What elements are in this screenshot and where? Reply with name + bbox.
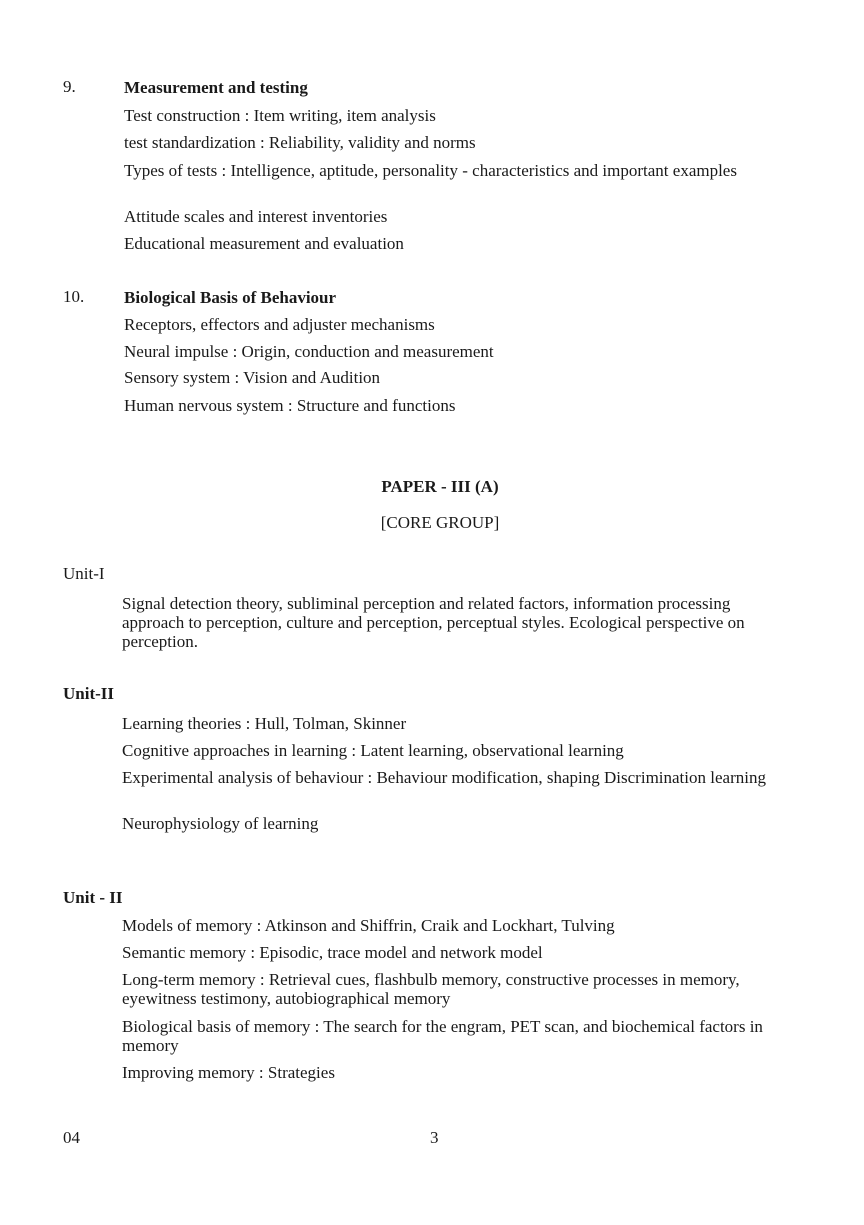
section-9-number: 9. — [63, 77, 76, 96]
unit-3-item: Models of memory : Atkinson and Shiffrin, Craik and Lockhart, Tulving — [122, 916, 615, 935]
unit-3-item: Improving memory : Strategies — [122, 1063, 335, 1082]
footer-code: 04 — [63, 1128, 80, 1147]
section-9-item: Types of tests : Intelligence, aptitude, personality - characteristics and important examples — [124, 161, 737, 180]
section-9-title: Measurement and testing — [124, 78, 308, 97]
unit-2-label: Unit-II — [63, 684, 115, 703]
unit-2-item: Learning theories : Hull, Tolman, Skinner — [122, 714, 407, 733]
unit-1-text: Signal detection theory, subliminal perception and related factors, information processing approach to perception, culture and perception, perceptual styles. Ecological perspective on perception. — [122, 594, 745, 651]
section-9-item: Test construction : Item writing, item analysis — [124, 106, 436, 125]
unit-3-label: Unit - II — [63, 888, 123, 907]
section-10-item: Receptors, effectors and adjuster mechanisms — [124, 315, 435, 334]
paper-subtitle: [CORE GROUP] — [380, 513, 500, 532]
section-10-item: Human nervous system : Structure and functions — [124, 396, 456, 415]
paper-title: PAPER - III (A) — [381, 477, 499, 496]
unit-3-item: Long-term memory : Retrieval cues, flashbulb memory, constructive processes in memory, eyewitness testimony, autobiographical memory — [122, 970, 740, 1008]
section-9-item: Educational measurement and evaluation — [124, 234, 404, 253]
unit-1-label: Unit-I — [63, 564, 105, 583]
unit-2-item: Experimental analysis of behaviour : Behaviour modification, shaping Discrimination learning — [122, 768, 766, 787]
unit-3-item: Semantic memory : Episodic, trace model and network model — [122, 943, 543, 962]
page-number: 3 — [430, 1128, 439, 1147]
section-10-item: Sensory system : Vision and Audition — [124, 368, 381, 387]
section-10-item: Neural impulse : Origin, conduction and measurement — [124, 342, 494, 361]
unit-2-item: Neurophysiology of learning — [122, 814, 319, 833]
unit-3-item: Biological basis of memory : The search for the engram, PET scan, and biochemical factors in memory — [122, 1017, 763, 1055]
section-10-number: 10. — [63, 287, 85, 306]
section-9-item: Attitude scales and interest inventories — [124, 207, 388, 226]
section-9-item: test standardization : Reliability, validity and norms — [124, 133, 476, 152]
section-10-title: Biological Basis of Behaviour — [124, 288, 337, 307]
unit-2-item: Cognitive approaches in learning : Latent learning, observational learning — [122, 741, 624, 760]
